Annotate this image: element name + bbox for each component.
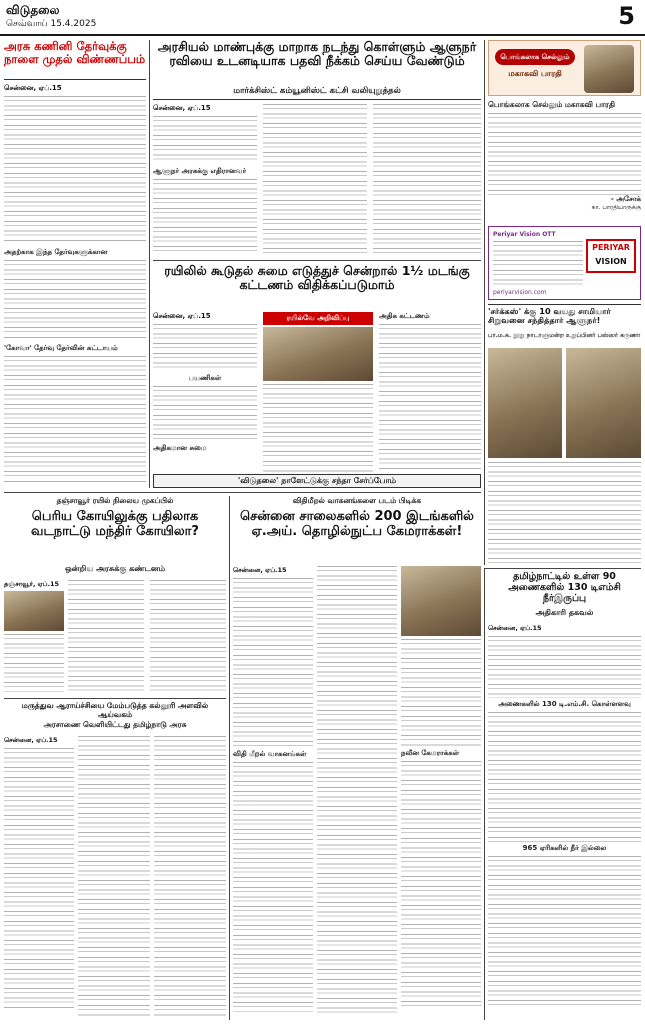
article-3-col-3 [379,312,481,472]
article-5-kicker: தஞ்சாவூர் ரயில் நிலைய முகப்பில் [56,496,174,505]
article-3-headline: ரயிலில் கூடுதல் சுமை எடுத்துச் சென்றால் 1½ மடங்கு கட்டணம் விதிக்கப்படுமாம் [164,264,470,293]
article-2-headline: அரசியல் மாண்புக்கு மாறாக நடந்து கொள்ளும் ஆளுநர் ரவியை உடனடியாக பதவி நீக்கம் செய்ய வேண்டும் [157,40,477,69]
article-2-inline-head: ஆளுநர் அரசுக்கு எதிரானவர் [153,167,247,175]
traffic-camera-photo [401,566,481,636]
article-2-col-2 [263,104,367,256]
article-5-temple-photo [4,591,64,631]
article-7-inline-head-2: 965 ஏரிகளில் நீர் இல்லை [522,844,607,852]
article-6-col-2 [317,566,397,1016]
article-5-subhead-box [4,564,226,576]
article-2-dateline: சென்னை, ஏப்.15 [153,104,211,112]
article-8-text-1 [4,748,74,1010]
railway-luggage-photo [263,327,373,381]
article-1-text-block-2 [4,260,146,340]
article-6-subhead-1: விதி மீறல் வாகனங்கள் [233,750,307,758]
article-6-text-3 [401,639,481,747]
article-5-kicker-box [4,496,226,508]
article-3-text-2 [153,386,257,442]
subscription-banner-text: 'விடுதலை' நாளேட்டுக்கு சந்தா சேர்ப்போம் [237,476,397,485]
article-4-subhead: பா.ம.க. நூறு நாடாளுமன்ற உறுப்பினர் பஸ்ஸர் கருணா [488,332,641,339]
periyar-logo-line-2: VISION [595,257,627,266]
issue-date: செவ்வாய் 15.4.2025 [6,19,97,29]
article-7-text-1 [488,636,641,698]
article-5-col-1 [4,580,64,692]
article-8-headline-box [4,702,226,718]
periyar-ad-url: Periyar Vision OTT [493,231,556,238]
article-5-dateline: தஞ்சாவூர், ஏப்.15 [4,580,60,588]
article-5-headline-box [4,510,226,562]
article-1-subhead-2: 'கோவா' தேர்வு தேர்வின் கட்டாயம் [4,344,118,352]
periyar-ad-link[interactable]: periyarvision.com [493,289,547,296]
article-6-dateline: சென்னை, ஏப்.15 [233,566,287,574]
poet-article-title: பொங்கலாக செல்லும் மகாகவி பாரதி [488,100,616,109]
section-rule [153,260,481,261]
article-6-col-1 [233,566,313,1016]
poet-signoff: - அசோக் [610,195,641,203]
article-1-headline: அரசு கணினி தேர்வுக்கு நாளை முதல் விண்ணப்பம் [4,40,146,67]
article-8-col-3 [154,736,226,1016]
column-rule [149,40,150,488]
article-3-headline-box [153,264,481,308]
article-1-subhead-1: அதற்காக இந்த தேர்வுகளுக்கான [4,248,108,256]
periyar-logo-line-1: PERIYAR [592,243,630,252]
article-3-dateline: சென்னை, ஏப்.15 [153,312,211,320]
article-3-subhead-1: பயணிகள் [188,374,222,382]
article-6-text-2 [233,762,313,1012]
article-2-col-3 [373,104,481,256]
article-3-text-1 [153,324,257,372]
article-2-headline-box [153,40,481,84]
section-rule [4,492,481,493]
article-3-subhead-2: அதிகமான சுமை [153,444,207,452]
article-4-headline: 'சர்க்கஸ்' க்கு 10 வயது சாமியார் சிறுவனை சந்தித்தார் ஆளுநர்! [488,306,611,326]
article-6-col-3 [401,566,481,1016]
article-1-dateline: சென்னை, ஏப்.15 [4,84,62,92]
poet-badge [488,40,641,96]
article-3-col-1 [153,312,257,472]
article-4-photo-right [566,348,641,458]
article-4-text [488,462,641,564]
article-5-col-2 [68,580,144,692]
article-2-text-1 [153,116,257,164]
article-6-subhead-2: நவீன கேமராக்கள் [401,749,460,757]
column-rule [484,568,485,1020]
poet-article-text [488,113,641,195]
article-2-text-2 [153,179,257,256]
article-7-subhead: அதிகாரி தகவல் [535,608,594,617]
article-7-text-2 [488,712,641,842]
article-6-kicker-box [233,496,481,508]
article-8-col-2 [78,736,150,1016]
bharathi-portrait [584,45,634,93]
article-1-text-block-1 [4,96,146,244]
article-5-subhead: ஒன்றிய அரசுக்கு கண்டனம் [64,564,166,573]
poet-badge-label-2: மகாகவி பாரதி [508,69,562,78]
article-7-body [488,624,641,1016]
article-6-text-4 [401,761,481,1007]
column-rule [229,496,230,1020]
article-8-headline: மருத்துவ ஆராய்ச்சியை மேம்படுத்த கல்லூரி அளவில் ஆய்வகம் [21,702,209,718]
column-rule [484,40,485,565]
article-8-subhead: அரசாணை வெளியிட்டது தமிழ்நாடு அரசு [43,720,187,729]
article-7-dateline: சென்னை, ஏப்.15 [488,624,542,632]
article-3-subhead-3: அதிக கட்டணம் [379,312,430,320]
article-7-subhead-box [488,608,641,620]
article-3-text-4 [379,324,481,472]
article-3-text-3 [263,384,373,472]
article-6-headline: சென்னை சாலைகளில் 200 இடங்களில் ஏ.அய். தொழில்நுட்ப கேமராக்கள்! [240,510,474,539]
article-8-subhead-box [4,720,226,732]
article-3-box-label: ரயில்வே அறிவிப்பு [263,312,373,325]
article-8-col-1 [4,736,74,1016]
article-4-photo-left [488,348,562,458]
article-1-headline-box [4,40,146,80]
section-rule [4,698,226,699]
article-2-subhead-box [153,86,481,100]
article-7-inline-head-1: அணைகளில் 130 டி.எம்.சி. கொள்ளளவு [498,700,631,708]
article-4-headline-box [488,304,641,328]
poet-article [488,100,641,220]
newspaper-logo: விடுதலை [6,3,60,17]
article-7-text-3 [488,856,641,1006]
poet-badge-label-1: பொங்கலாக செல்லும் [495,49,575,65]
article-6-kicker: விதிமீறல் வாகனங்களை படம் பிடிக்க [292,496,422,505]
article-3-col-2 [263,312,373,472]
masthead [0,0,645,36]
page-number: 5 [618,2,635,30]
article-6-headline-box [233,510,481,562]
article-1-body [4,84,146,484]
article-2-col-1 [153,104,257,256]
article-7-headline: தமிழ்நாட்டில் உள்ள 90 அணைகளில் 130 டிஎம்சி நீர்இருப்பு [508,572,621,604]
article-5-headline: பெரிய கோயிலுக்கு பதிலாக வடநாட்டு மந்திர் கோயிலா? [31,510,199,539]
article-6-text-1 [233,578,313,748]
section-rule [484,568,641,569]
article-5-col-3 [150,580,226,692]
article-4-subhead-box [488,332,641,344]
article-1-text-block-3 [4,356,146,484]
article-7-headline-box [488,572,641,606]
periyar-ad-text [493,241,583,287]
periyar-vision-ad [488,226,641,300]
subscription-banner [153,474,481,488]
article-8-dateline: சென்னை, ஏப்.15 [4,736,58,744]
article-2-subhead: மார்க்சிஸ்ட் கம்யூனிஸ்ட் கட்சி வலியுறுத்தல் [233,86,401,96]
periyar-vision-logo [586,239,636,273]
article-5-text-1 [4,634,64,692]
poet-signoff-2: கா. பாரதியாருக்கு [591,204,641,211]
